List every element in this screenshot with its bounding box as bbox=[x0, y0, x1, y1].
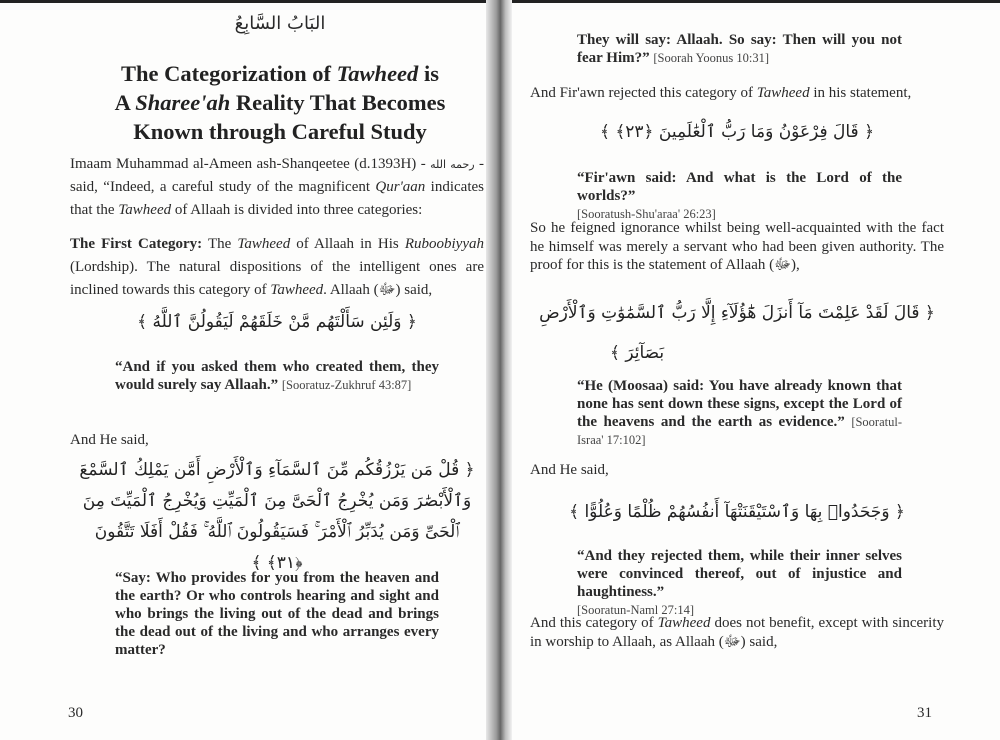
paragraph-intro: Imaam Muhammad al-Ameen ash-Shanqeetee (d.1393H) - رحمه الله - said, “Indeed, a careful study of the magnificent Qur'aan indicates that the Tawheed of Allaah is divided into three categories: bbox=[70, 156, 485, 218]
paragraph-first-category: The First Category: The Tawheed of Allaah in His Ruboobiyyah (Lordship). The natural dispositions of the intelligent ones are inclined towards this category of Tawheed. Allaah (ﷻ) said, bbox=[70, 236, 484, 298]
left-page bbox=[0, 0, 492, 740]
verse-translation-continued: They will say: Allaah. So say: Then will you not fear Him?” [Soorah Yoonus 10:31] bbox=[577, 32, 902, 66]
paragraph-feigned-ignorance: So he feigned ignorance whilst being well-acquainted with the fact he himself was merely a servant who had been given authority. The proof for this is the statement of Allaah (ﷻ), bbox=[530, 220, 944, 273]
verse-translation: “Say: Who provides for you from the heaven and the earth? Or who controls hearing and sight and who brings the living out of the dead and brings the dead out of the living and who arranges every matter? bbox=[115, 570, 439, 658]
verse-translation: “Fir'awn said: And what is the Lord of the worlds?” [Sooratush-Shu'araa' 26:23] bbox=[577, 170, 902, 221]
paragraph-firawn: And Fir'awn rejected this category of Tawheed in his statement, bbox=[530, 85, 912, 101]
page-number: 30 bbox=[68, 705, 83, 721]
verse-translation: “And they rejected them, while their inner selves were convinced thereof, out of injustice and haughtiness.” [Sooratun-Naml 27:14] bbox=[577, 548, 902, 617]
quran-verse-arabic: ﴿ وَجَحَدُوا۟ بِهَا وَٱسْتَيْقَنَتْهَآ أَنفُسُهُمْ ظُلْمًا وَعُلُوًّا ﴾ bbox=[569, 502, 905, 522]
quran-verse-arabic-multiline: ﴿ قُلْ مَن يَرْزُقُكُم مِّنَ ٱلسَّمَآءِ وَٱلْأَرْضِ أَمَّن يَمْلِكُ ٱلسَّمْعَ وَٱلْأَبْصَٰرَ وَمَن يُخْرِجُ ٱلْحَىَّ مِنَ ٱلْمَيِّتِ وَيُخْرِجُ ٱلْمَيِّتَ مِنَ ٱلْحَىِّ وَمَن يُدَبِّرُ ٱلْأَمْرَ ۚ فَسَيَقُولُونَ ٱللَّهُ ۚ فَقُلْ أَفَلَا تَتَّقُونَ ﴿٣١﴾ ﴾ bbox=[79, 460, 475, 573]
quran-verse-arabic: ﴿ وَلَئِن سَأَلْتَهُم مَّنْ خَلَقَهُمْ لَيَقُولُنَّ ٱللَّهُ ﴾ bbox=[137, 312, 417, 332]
chapter-title: The Categorization of Tawheed is A Sharee'ah Reality That Becomes Known through Careful Study bbox=[114, 61, 446, 144]
right-page bbox=[512, 0, 1000, 740]
and-he-said: And He said, bbox=[530, 462, 609, 478]
quran-verse-arabic: ﴿ قَالَ فِرْعَوْنُ وَمَا رَبُّ ٱلْعَٰلَمِينَ ﴿٢٣﴾ ﴾ bbox=[599, 122, 875, 142]
page-number: 31 bbox=[917, 705, 932, 721]
chapter-heading-arabic: البَابُ السَّابِعُ bbox=[234, 13, 326, 34]
honorific-glyph: رحمه الله bbox=[430, 158, 475, 171]
verse-translation: “He (Moosaa) said: You have already known that none has sent down these signs, except the Lord of the heavens and the earth as evidence.” [Sooratul-Israa' 17:102] bbox=[577, 378, 902, 447]
paragraph-sincerity: And this category of Tawheed does not benefit, except with sincerity in worship to Allaah, as Allaah (ﷻ) said, bbox=[530, 615, 944, 650]
verse-translation: “And if you asked them who created them, they would surely say Allaah.” [Sooratuz-Zukhruf 43:87] bbox=[115, 359, 439, 393]
quran-verse-arabic-multiline: ﴿ قَالَ لَقَدْ عَلِمْتَ مَآ أَنزَلَ هَٰٓؤُلَآءِ إِلَّا رَبُّ ٱلسَّمَٰوَٰتِ وَٱلْأَرْضِ بَصَآئِرَ ﴾ bbox=[539, 303, 935, 363]
and-he-said: And He said, bbox=[70, 432, 149, 448]
book-gutter bbox=[486, 0, 512, 740]
